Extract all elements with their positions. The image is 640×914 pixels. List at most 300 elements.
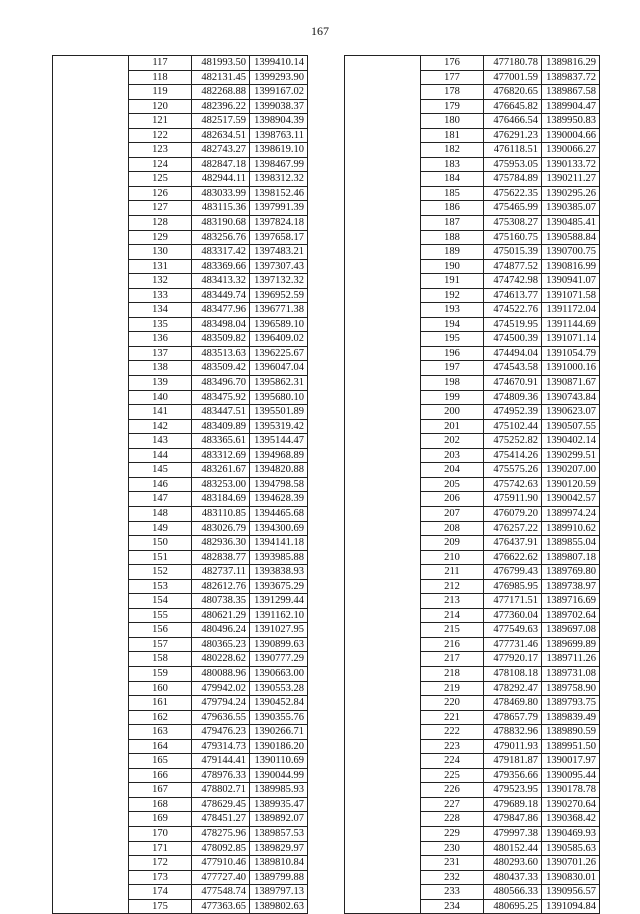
y-coordinate: 1389950.83 [542,114,600,129]
point-number: 232 [421,870,484,885]
y-coordinate: 1389699.89 [542,637,600,652]
y-coordinate: 1389857.53 [250,826,308,841]
y-coordinate: 1391172.04 [542,303,600,318]
point-number: 130 [129,245,192,260]
x-coordinate: 475622.35 [484,186,542,201]
y-coordinate: 1390830.01 [542,870,600,885]
point-number: 148 [129,506,192,521]
point-number: 135 [129,317,192,332]
x-coordinate: 483449.74 [192,288,250,303]
x-coordinate: 477180.78 [484,56,542,71]
y-coordinate: 1390623.07 [542,405,600,420]
x-coordinate: 482737.11 [192,565,250,580]
point-number: 170 [129,826,192,841]
point-number: 214 [421,608,484,623]
x-coordinate: 474877.52 [484,259,542,274]
y-coordinate: 1391027.95 [250,623,308,638]
x-coordinate: 480365.23 [192,637,250,652]
y-coordinate: 1389758.90 [542,681,600,696]
y-coordinate: 1389839.49 [542,710,600,725]
y-coordinate: 1389716.69 [542,594,600,609]
point-number: 207 [421,506,484,521]
point-number: 164 [129,739,192,754]
point-number: 153 [129,579,192,594]
point-number: 225 [421,768,484,783]
x-coordinate: 479689.18 [484,797,542,812]
x-coordinate: 479523.95 [484,783,542,798]
y-coordinate: 1389711.26 [542,652,600,667]
y-coordinate: 1399167.02 [250,85,308,100]
point-number: 147 [129,492,192,507]
x-coordinate: 477549.63 [484,623,542,638]
y-coordinate: 1389904.47 [542,99,600,114]
x-coordinate: 483498.04 [192,317,250,332]
x-coordinate: 483409.89 [192,419,250,434]
y-coordinate: 1390956.57 [542,885,600,900]
y-coordinate: 1389793.75 [542,696,600,711]
y-coordinate: 1398152.46 [250,186,308,201]
x-coordinate: 477731.46 [484,637,542,652]
y-coordinate: 1391094.84 [542,899,600,914]
point-number: 196 [421,346,484,361]
point-number: 133 [129,288,192,303]
x-coordinate: 482936.30 [192,536,250,551]
y-coordinate: 1390469.93 [542,826,600,841]
y-coordinate: 1390207.00 [542,463,600,478]
y-coordinate: 1390402.14 [542,434,600,449]
point-number: 182 [421,143,484,158]
point-number: 151 [129,550,192,565]
y-coordinate: 1397658.17 [250,230,308,245]
right-blank-column [345,56,421,914]
y-coordinate: 1390899.63 [250,637,308,652]
x-coordinate: 480293.60 [484,856,542,871]
x-coordinate: 476118.51 [484,143,542,158]
x-coordinate: 475953.05 [484,157,542,172]
coordinate-table-right-body [345,56,600,914]
y-coordinate: 1390017.97 [542,754,600,769]
y-coordinate: 1390266.71 [250,725,308,740]
x-coordinate: 474809.36 [484,390,542,405]
y-coordinate: 1389829.97 [250,841,308,856]
point-number: 163 [129,725,192,740]
x-coordinate: 479847.86 [484,812,542,827]
x-coordinate: 476820.65 [484,85,542,100]
point-number: 202 [421,434,484,449]
point-number: 199 [421,390,484,405]
point-number: 154 [129,594,192,609]
x-coordinate: 476622.62 [484,550,542,565]
point-number: 149 [129,521,192,536]
x-coordinate: 474670.91 [484,376,542,391]
x-coordinate: 475308.27 [484,216,542,231]
point-number: 125 [129,172,192,187]
x-coordinate: 478451.27 [192,812,250,827]
x-coordinate: 475465.99 [484,201,542,216]
x-coordinate: 478832.96 [484,725,542,740]
point-number: 203 [421,448,484,463]
x-coordinate: 483413.32 [192,274,250,289]
y-coordinate: 1390700.75 [542,245,600,260]
y-coordinate: 1395501.89 [250,405,308,420]
x-coordinate: 483509.82 [192,332,250,347]
point-number: 198 [421,376,484,391]
x-coordinate: 477171.51 [484,594,542,609]
coordinate-table-left [52,55,308,914]
x-coordinate: 480695.25 [484,899,542,914]
y-coordinate: 1389837.72 [542,70,600,85]
point-number: 229 [421,826,484,841]
y-coordinate: 1389697.08 [542,623,600,638]
x-coordinate: 474543.58 [484,361,542,376]
y-coordinate: 1390186.20 [250,739,308,754]
point-number: 174 [129,885,192,900]
point-number: 234 [421,899,484,914]
x-coordinate: 483261.67 [192,463,250,478]
y-coordinate: 1390211.27 [542,172,600,187]
point-number: 193 [421,303,484,318]
y-coordinate: 1390663.00 [250,666,308,681]
y-coordinate: 1399293.90 [250,70,308,85]
y-coordinate: 1398619.10 [250,143,308,158]
x-coordinate: 474519.95 [484,317,542,332]
point-number: 181 [421,128,484,143]
point-number: 206 [421,492,484,507]
x-coordinate: 478292.47 [484,681,542,696]
point-number: 141 [129,405,192,420]
point-number: 157 [129,637,192,652]
x-coordinate: 480621.29 [192,608,250,623]
point-number: 216 [421,637,484,652]
y-coordinate: 1390385.07 [542,201,600,216]
x-coordinate: 480566.33 [484,885,542,900]
x-coordinate: 474742.98 [484,274,542,289]
y-coordinate: 1390133.72 [542,157,600,172]
x-coordinate: 474500.39 [484,332,542,347]
x-coordinate: 476466.54 [484,114,542,129]
x-coordinate: 483475.92 [192,390,250,405]
point-number: 226 [421,783,484,798]
y-coordinate: 1389890.59 [542,725,600,740]
x-coordinate: 479181.87 [484,754,542,769]
point-number: 179 [421,99,484,114]
y-coordinate: 1397307.43 [250,259,308,274]
y-coordinate: 1390507.55 [542,419,600,434]
x-coordinate: 483317.42 [192,245,250,260]
point-number: 136 [129,332,192,347]
point-number: 162 [129,710,192,725]
point-number: 119 [129,85,192,100]
y-coordinate: 1389799.88 [250,870,308,885]
point-number: 201 [421,419,484,434]
x-coordinate: 480437.33 [484,870,542,885]
y-coordinate: 1394628.39 [250,492,308,507]
point-number: 120 [129,99,192,114]
x-coordinate: 475015.39 [484,245,542,260]
x-coordinate: 482517.59 [192,114,250,129]
y-coordinate: 1389738.97 [542,579,600,594]
y-coordinate: 1390816.99 [542,259,600,274]
x-coordinate: 476645.82 [484,99,542,114]
x-coordinate: 482612.76 [192,579,250,594]
y-coordinate: 1393675.29 [250,579,308,594]
x-coordinate: 475911.90 [484,492,542,507]
x-coordinate: 475742.63 [484,477,542,492]
point-number: 121 [129,114,192,129]
x-coordinate: 477920.17 [484,652,542,667]
y-coordinate: 1396952.59 [250,288,308,303]
y-coordinate: 1397483.21 [250,245,308,260]
x-coordinate: 483190.68 [192,216,250,231]
x-coordinate: 476257.22 [484,521,542,536]
x-coordinate: 479356.66 [484,768,542,783]
point-number: 144 [129,448,192,463]
point-number: 227 [421,797,484,812]
x-coordinate: 475575.26 [484,463,542,478]
x-coordinate: 476079.20 [484,506,542,521]
x-coordinate: 482634.51 [192,128,250,143]
point-number: 168 [129,797,192,812]
x-coordinate: 483115.36 [192,201,250,216]
y-coordinate: 1398904.39 [250,114,308,129]
coordinate-table-right [344,55,600,914]
x-coordinate: 482396.22 [192,99,250,114]
point-number: 219 [421,681,484,696]
x-coordinate: 482944.11 [192,172,250,187]
x-coordinate: 483110.85 [192,506,250,521]
y-coordinate: 1391054.79 [542,346,600,361]
y-coordinate: 1397132.32 [250,274,308,289]
point-number: 138 [129,361,192,376]
point-number: 185 [421,186,484,201]
y-coordinate: 1390270.64 [542,797,600,812]
y-coordinate: 1389855.04 [542,536,600,551]
x-coordinate: 479942.02 [192,681,250,696]
x-coordinate: 477548.74 [192,885,250,900]
point-number: 191 [421,274,484,289]
y-coordinate: 1389807.18 [542,550,600,565]
x-coordinate: 479997.38 [484,826,542,841]
y-coordinate: 1394968.89 [250,448,308,463]
y-coordinate: 1389816.29 [542,56,600,71]
point-number: 166 [129,768,192,783]
y-coordinate: 1389974.24 [542,506,600,521]
left-table-row [53,56,308,71]
x-coordinate: 474952.39 [484,405,542,420]
y-coordinate: 1390368.42 [542,812,600,827]
point-number: 205 [421,477,484,492]
point-number: 223 [421,739,484,754]
x-coordinate: 483513.63 [192,346,250,361]
y-coordinate: 1390044.99 [250,768,308,783]
point-number: 159 [129,666,192,681]
y-coordinate: 1393985.88 [250,550,308,565]
x-coordinate: 478802.71 [192,783,250,798]
y-coordinate: 1391299.44 [250,594,308,609]
x-coordinate: 479636.55 [192,710,250,725]
x-coordinate: 477360.04 [484,608,542,623]
y-coordinate: 1389935.47 [250,797,308,812]
y-coordinate: 1398763.11 [250,128,308,143]
coordinate-table-left-body [53,56,308,914]
y-coordinate: 1389769.80 [542,565,600,580]
y-coordinate: 1391162.10 [250,608,308,623]
x-coordinate: 479794.24 [192,696,250,711]
left-blank-column [53,56,129,914]
x-coordinate: 474494.04 [484,346,542,361]
x-coordinate: 483496.70 [192,376,250,391]
point-number: 187 [421,216,484,231]
point-number: 173 [129,870,192,885]
y-coordinate: 1390585.63 [542,841,600,856]
y-coordinate: 1389797.13 [250,885,308,900]
point-number: 228 [421,812,484,827]
y-coordinate: 1398312.32 [250,172,308,187]
y-coordinate: 1390553.28 [250,681,308,696]
x-coordinate: 482838.77 [192,550,250,565]
y-coordinate: 1399410.14 [250,56,308,71]
y-coordinate: 1390355.76 [250,710,308,725]
y-coordinate: 1395862.31 [250,376,308,391]
point-number: 233 [421,885,484,900]
y-coordinate: 1390178.78 [542,783,600,798]
y-coordinate: 1394798.58 [250,477,308,492]
y-coordinate: 1397991.39 [250,201,308,216]
x-coordinate: 481993.50 [192,56,250,71]
x-coordinate: 474613.77 [484,288,542,303]
point-number: 139 [129,376,192,391]
y-coordinate: 1389892.07 [250,812,308,827]
x-coordinate: 483184.69 [192,492,250,507]
x-coordinate: 483312.69 [192,448,250,463]
y-coordinate: 1394300.69 [250,521,308,536]
point-number: 169 [129,812,192,827]
y-coordinate: 1390485.41 [542,216,600,231]
x-coordinate: 480152.44 [484,841,542,856]
point-number: 209 [421,536,484,551]
x-coordinate: 482131.45 [192,70,250,85]
y-coordinate: 1391071.14 [542,332,600,347]
y-coordinate: 1389802.63 [250,899,308,914]
y-coordinate: 1394141.18 [250,536,308,551]
point-number: 192 [421,288,484,303]
y-coordinate: 1391144.69 [542,317,600,332]
point-number: 152 [129,565,192,580]
x-coordinate: 483256.76 [192,230,250,245]
point-number: 186 [421,201,484,216]
y-coordinate: 1389951.50 [542,739,600,754]
point-number: 224 [421,754,484,769]
point-number: 158 [129,652,192,667]
point-number: 143 [129,434,192,449]
point-number: 124 [129,157,192,172]
point-number: 137 [129,346,192,361]
x-coordinate: 476437.91 [484,536,542,551]
point-number: 176 [421,56,484,71]
x-coordinate: 483447.51 [192,405,250,420]
y-coordinate: 1390452.84 [250,696,308,711]
x-coordinate: 482268.88 [192,85,250,100]
point-number: 131 [129,259,192,274]
x-coordinate: 476985.95 [484,579,542,594]
x-coordinate: 480738.35 [192,594,250,609]
y-coordinate: 1394465.68 [250,506,308,521]
x-coordinate: 475102.44 [484,419,542,434]
y-coordinate: 1399038.37 [250,99,308,114]
point-number: 118 [129,70,192,85]
point-number: 160 [129,681,192,696]
y-coordinate: 1393838.93 [250,565,308,580]
point-number: 231 [421,856,484,871]
x-coordinate: 477727.40 [192,870,250,885]
point-number: 150 [129,536,192,551]
x-coordinate: 479011.93 [484,739,542,754]
x-coordinate: 478469.80 [484,696,542,711]
y-coordinate: 1396225.67 [250,346,308,361]
point-number: 175 [129,899,192,914]
point-number: 128 [129,216,192,231]
y-coordinate: 1389702.64 [542,608,600,623]
point-number: 211 [421,565,484,580]
point-number: 172 [129,856,192,871]
x-coordinate: 483509.42 [192,361,250,376]
point-number: 210 [421,550,484,565]
y-coordinate: 1390941.07 [542,274,600,289]
x-coordinate: 480088.96 [192,666,250,681]
y-coordinate: 1389810.84 [250,856,308,871]
point-number: 217 [421,652,484,667]
point-number: 188 [421,230,484,245]
x-coordinate: 479314.73 [192,739,250,754]
y-coordinate: 1390004.66 [542,128,600,143]
y-coordinate: 1394820.88 [250,463,308,478]
x-coordinate: 475784.89 [484,172,542,187]
x-coordinate: 478108.18 [484,666,542,681]
x-coordinate: 478976.33 [192,768,250,783]
y-coordinate: 1395319.42 [250,419,308,434]
x-coordinate: 478657.79 [484,710,542,725]
point-number: 230 [421,841,484,856]
y-coordinate: 1396771.38 [250,303,308,318]
point-number: 140 [129,390,192,405]
point-number: 177 [421,70,484,85]
point-number: 171 [129,841,192,856]
point-number: 184 [421,172,484,187]
y-coordinate: 1389910.62 [542,521,600,536]
y-coordinate: 1390299.51 [542,448,600,463]
point-number: 218 [421,666,484,681]
point-number: 213 [421,594,484,609]
point-number: 215 [421,623,484,638]
point-number: 123 [129,143,192,158]
point-number: 220 [421,696,484,711]
y-coordinate: 1396409.02 [250,332,308,347]
point-number: 155 [129,608,192,623]
y-coordinate: 1390120.59 [542,477,600,492]
point-number: 142 [129,419,192,434]
y-coordinate: 1395144.47 [250,434,308,449]
x-coordinate: 478275.96 [192,826,250,841]
y-coordinate: 1390295.26 [542,186,600,201]
x-coordinate: 483365.61 [192,434,250,449]
x-coordinate: 483033.99 [192,186,250,201]
y-coordinate: 1397824.18 [250,216,308,231]
point-number: 146 [129,477,192,492]
point-number: 221 [421,710,484,725]
point-number: 208 [421,521,484,536]
point-number: 222 [421,725,484,740]
y-coordinate: 1398467.99 [250,157,308,172]
